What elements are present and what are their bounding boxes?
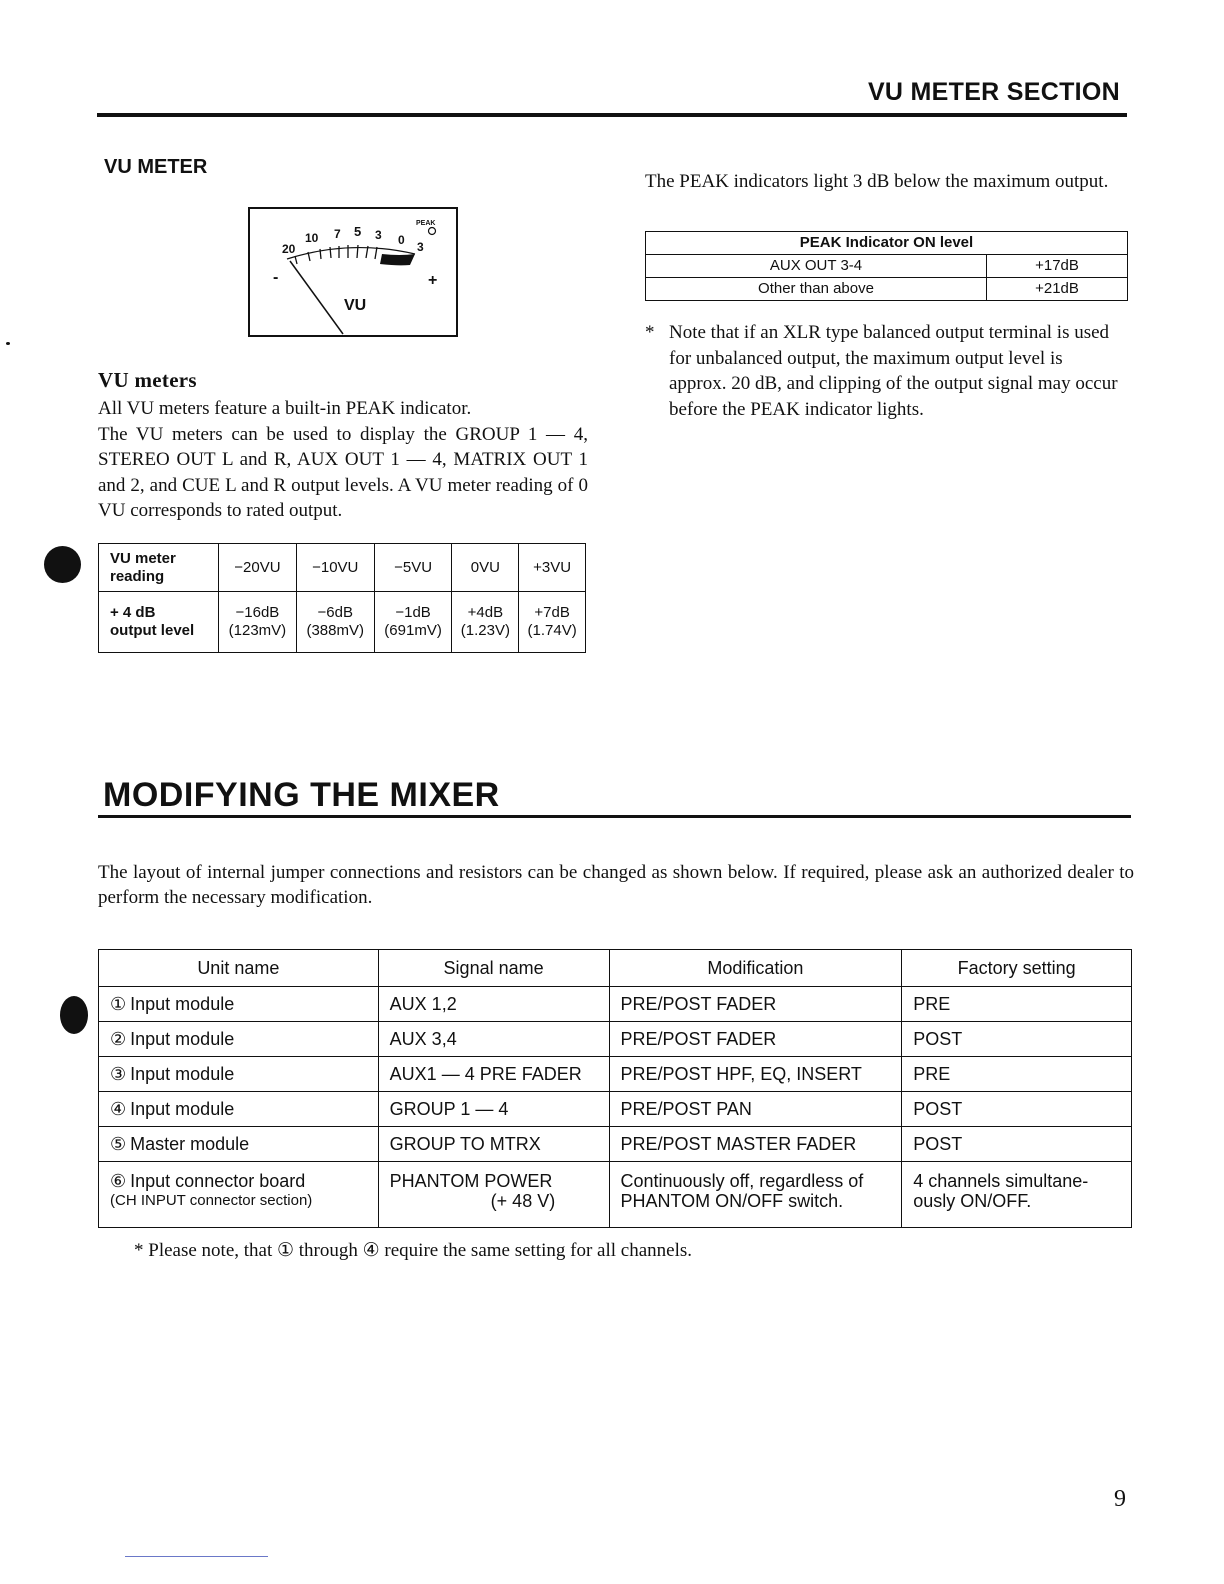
row-label-line: output level: [110, 622, 195, 639]
peak-table-header: PEAK Indicator ON level: [646, 232, 1128, 255]
table-row: [646, 232, 1128, 255]
column-header: Signal name: [378, 950, 609, 987]
table-cell: −16dB (123mV): [219, 592, 297, 653]
table-cell: −5VU: [374, 544, 452, 592]
table-cell: 4 channels simultane- ously ON/OFF.: [902, 1162, 1132, 1228]
table-row: [99, 592, 586, 653]
modifying-rule: [98, 815, 1131, 818]
table-cell: +4dB (1.23V): [452, 592, 519, 653]
table-row: [99, 544, 586, 592]
scale-label-0: 0: [398, 233, 405, 247]
peak-note: [645, 320, 1120, 422]
table-cell: GROUP TO MTRX: [378, 1127, 609, 1162]
vu-meters-title: VU meters: [98, 368, 197, 392]
table-row: [99, 1022, 1132, 1057]
peak-led-icon: [429, 228, 436, 235]
table-cell: ⑥ Input connector board (CH INPUT connector section): [99, 1162, 379, 1228]
table-cell: POST: [902, 1022, 1132, 1057]
table-cell: AUX OUT 3-4: [646, 255, 987, 278]
table-cell: ② Input module: [99, 1022, 379, 1057]
row-label-output-level: [99, 592, 219, 653]
table-cell: PRE: [902, 1057, 1132, 1092]
table-cell: GROUP 1 — 4: [378, 1092, 609, 1127]
table-row: [99, 1092, 1132, 1127]
modifying-intro: The layout of internal jumper connections and resistors can be changed as shown below. If required, please ask an authorized dealer to perform the necessary modification.: [98, 862, 1134, 908]
table-cell: −10VU: [296, 544, 374, 592]
row-label-vu-reading: [99, 544, 219, 592]
table-cell: ③ Input module: [99, 1057, 379, 1092]
row-label-line: reading: [110, 567, 165, 585]
vu-meter-diagram: [248, 207, 458, 337]
table-cell: AUX1 — 4 PRE FADER: [378, 1057, 609, 1092]
needle-icon: [290, 261, 343, 334]
table-cell: Other than above: [646, 278, 987, 301]
table-cell: +7dB (1.74V): [519, 592, 586, 653]
table-cell: −1dB (691mV): [374, 592, 452, 653]
table-cell: POST: [902, 1092, 1132, 1127]
column-header: Unit name: [99, 950, 379, 987]
binder-hole-icon: [60, 996, 88, 1034]
note-asterisk: *: [645, 322, 655, 343]
header-rule: [97, 113, 1127, 117]
table-cell: +17dB: [987, 255, 1128, 278]
table-cell: ④ Input module: [99, 1092, 379, 1127]
table-cell: PRE/POST FADER: [609, 1022, 902, 1057]
peak-indicator-table: [645, 231, 1128, 301]
table-cell: PRE/POST FADER: [609, 987, 902, 1022]
peak-label: PEAK: [416, 220, 436, 227]
scale-label-20: 20: [282, 242, 296, 256]
vu-meters-paragraph-2: The VU meters can be used to display the GROUP 1 — 4, STEREO OUT L and R, AUX OUT 1 — 4, MATRIX OUT 1 and 2, and CUE L and R output levels. A VU meter reading of 0 VU corresponds to rated output.: [98, 423, 588, 521]
binder-hole-icon: [44, 546, 81, 583]
page-number: 9: [1114, 1486, 1126, 1512]
vu-reading-table: [98, 543, 586, 653]
section-header: VU METER SECTION: [867, 78, 1120, 106]
scale-label-7: 7: [334, 227, 341, 241]
table-cell: AUX 1,2: [378, 987, 609, 1022]
column-header: Factory setting: [902, 950, 1132, 987]
minus-label: -: [273, 269, 279, 286]
scale-label-3: 3: [375, 228, 382, 242]
table-row: [646, 278, 1128, 301]
table-cell: POST: [902, 1127, 1132, 1162]
scan-speck: [6, 342, 10, 345]
peak-description: The PEAK indicators light 3 dB below the maximum output.: [645, 171, 1109, 192]
red-zone-band: [380, 254, 415, 265]
table-cell: +21dB: [987, 278, 1128, 301]
table-cell: ① Input module: [99, 987, 379, 1022]
scale-label-plus3: 3: [417, 240, 424, 254]
plus-label: +: [428, 272, 438, 289]
table-cell: −20VU: [219, 544, 297, 592]
table-cell: PRE/POST HPF, EQ, INSERT: [609, 1057, 902, 1092]
vu-meters-paragraph-1: All VU meters feature a built-in PEAK indicator.: [98, 398, 472, 419]
table-row: [99, 987, 1132, 1022]
table-cell: PRE/POST PAN: [609, 1092, 902, 1127]
table-cell: PRE: [902, 987, 1132, 1022]
footer-line: [125, 1556, 268, 1557]
table-cell: +3VU: [519, 544, 586, 592]
table-cell: AUX 3,4: [378, 1022, 609, 1057]
column-header: Modification: [609, 950, 902, 987]
row-label-line: VU meter: [110, 549, 176, 567]
table-header-row: [99, 950, 1132, 987]
table-cell: −6dB (388mV): [296, 592, 374, 653]
table-cell: 0VU: [452, 544, 519, 592]
modification-table: [98, 949, 1132, 1228]
vu-meter-illustration: [250, 209, 456, 335]
table-cell: PHANTOM POWER (+ 48 V): [378, 1162, 609, 1228]
table-row: [99, 1162, 1132, 1228]
table-row: [646, 255, 1128, 278]
scale-label-10: 10: [305, 231, 319, 245]
vu-meter-heading: VU METER: [104, 156, 208, 178]
modifying-title: MODIFYING THE MIXER: [103, 776, 500, 814]
settings-note: * Please note, that ① through ④ require the same setting for all channels.: [134, 1240, 692, 1261]
table-cell: Continuously off, regardless of PHANTOM ON/OFF switch.: [609, 1162, 902, 1228]
vu-label: VU: [344, 297, 367, 314]
table-row: [99, 1127, 1132, 1162]
row-label-line: + 4 dB: [110, 604, 156, 621]
peak-note-text: Note that if an XLR type balanced output terminal is used for unbalanced output, the maximum output level is approx. 20 dB, and clipping of the output signal may occur before the PEAK indicator lights.: [669, 322, 1118, 420]
table-cell: PRE/POST MASTER FADER: [609, 1127, 902, 1162]
vu-meters-text: [98, 396, 588, 524]
table-row: [99, 1057, 1132, 1092]
table-cell: ⑤ Master module: [99, 1127, 379, 1162]
scale-label-5: 5: [354, 224, 362, 239]
